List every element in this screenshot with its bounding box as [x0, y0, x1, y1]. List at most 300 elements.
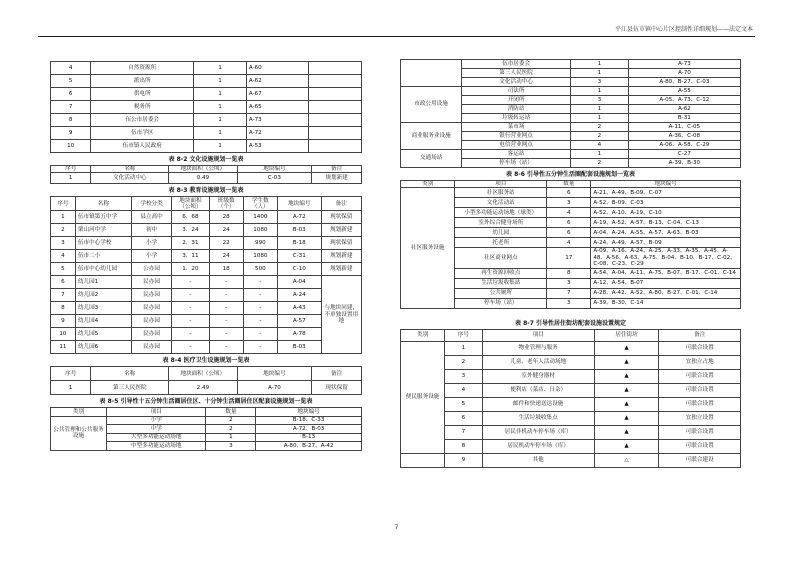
table-cell: 3: [547, 278, 591, 288]
table-cell: A-24、A-49、A-57、B-09: [591, 238, 741, 248]
table-cell: A-55: [628, 87, 740, 96]
table-row: [51, 88, 362, 101]
table-cell: -: [243, 328, 277, 341]
table-cell: 幼儿园2: [75, 289, 131, 302]
table-cell: 3: [445, 369, 482, 383]
table-cell: 银行营业网点: [462, 132, 571, 141]
table-cell: 1: [570, 114, 628, 123]
column-header: 地块面积（公顷）: [169, 166, 237, 173]
table-cell: 2．31: [172, 237, 209, 250]
table-cell: A-05、A-73、C-12: [628, 96, 740, 105]
table-cell: -: [172, 289, 209, 302]
table-cell: 1: [445, 341, 482, 355]
table-cell: 生活垃圾收集站: [455, 278, 547, 288]
column-header: 类别: [51, 408, 107, 417]
table-cell: 幼儿园3: [75, 302, 131, 315]
table-cell: 5: [51, 263, 76, 276]
table-cell: 1: [206, 433, 256, 442]
table-cell: 6: [445, 411, 482, 425]
table-cell: 伍市中心学校: [75, 237, 131, 250]
table-cell: 3．11: [172, 250, 209, 263]
table-row: [401, 355, 741, 369]
table-cell: 停车场（站）: [455, 298, 547, 308]
column-header: 序号: [51, 367, 91, 381]
table-row: [51, 276, 362, 289]
table-cell: 儿童、老年人活动场地: [482, 355, 594, 369]
header-row: [51, 408, 362, 417]
category-cell: 市政公用设施: [401, 87, 462, 123]
table-cell: 1: [51, 211, 76, 224]
table-cell: 6: [547, 188, 591, 198]
table-cell: 可联合设置: [659, 397, 741, 411]
table-cell: 幼儿园5: [75, 328, 131, 341]
table-cell: -: [209, 302, 243, 315]
table-cell: A-36、C-08: [628, 132, 740, 141]
table-cell: 17: [547, 248, 591, 268]
table-row: [401, 397, 741, 411]
table-cell: 1080: [243, 250, 277, 263]
table-cell: 1: [570, 150, 628, 159]
table-row: [401, 123, 741, 132]
column-header: 类别: [401, 329, 445, 341]
table-cell: 现状保留: [321, 211, 361, 224]
table-row: [51, 62, 362, 75]
table-cell: [401, 453, 445, 467]
column-header: 项目: [106, 408, 206, 417]
table-cell: -: [243, 341, 277, 354]
table-row: [401, 425, 741, 439]
column-header: 名称: [91, 367, 169, 381]
table-cell: A-28、A-42、A-52、A-80、B-27、C-01、C-14: [591, 288, 741, 298]
table-cell: A-62: [628, 105, 740, 114]
setting-mark: ▲: [594, 425, 659, 439]
category-cell: 交通场站: [401, 150, 462, 168]
table-cell: 24: [209, 224, 243, 237]
table-cell: A-80、B-27、C-03: [628, 78, 740, 87]
table-cell: [309, 101, 362, 114]
table-cell: 7: [547, 288, 591, 298]
table-cell: 24: [209, 250, 243, 263]
table-cell: 现状保留: [321, 237, 361, 250]
table-cell: 8: [51, 302, 76, 315]
table-cell: 1: [194, 140, 247, 153]
table-row: [401, 369, 741, 383]
table-cell: A-39、B-30、C-14: [591, 298, 741, 308]
table-cell: 1: [194, 114, 247, 127]
setting-mark: ▲: [594, 341, 659, 355]
setting-mark: ▲: [594, 383, 659, 397]
page-number: 7: [394, 524, 399, 531]
table-8-4: [50, 366, 362, 395]
table-cell: 小学: [131, 237, 171, 250]
table-cell: 再生资源回收点: [455, 268, 547, 278]
table-cell: 客运站: [462, 150, 571, 159]
table-cell: 2: [206, 416, 256, 425]
table-cell: 9: [445, 453, 482, 467]
table-row: [51, 237, 362, 250]
table-cell: A-39、B-30: [628, 159, 740, 168]
table-row: [51, 416, 362, 425]
table-cell: 其他: [482, 453, 594, 467]
table-cell: 伍市镇第五中学: [75, 211, 131, 224]
table-cell: 大型多功能运动场地: [106, 433, 206, 442]
header-row: [51, 166, 362, 173]
table-cell: 28: [209, 211, 243, 224]
table-cell: A-57: [277, 315, 321, 328]
table-8-5: [50, 407, 362, 451]
table-cell: 可联合设置: [659, 439, 741, 453]
table-cell: A-65: [246, 101, 308, 114]
table-cell: 第三人民医院: [91, 381, 169, 395]
table-cell: 4: [445, 383, 482, 397]
table-cell: 4: [570, 141, 628, 150]
table-cell: -: [172, 302, 209, 315]
table-cell: A-04、A-24、A-55、A-57、A-63、B-03: [591, 228, 741, 238]
table-cell: A-11、C-05: [628, 123, 740, 132]
table-row: [51, 250, 362, 263]
setting-mark: ▲: [594, 369, 659, 383]
table-cell: 7: [51, 101, 91, 114]
table-row: [51, 140, 362, 153]
table-cell: 2: [570, 159, 628, 168]
category-cell: 社区服务设施: [401, 188, 455, 308]
table-cell: B-18、C-33: [256, 416, 362, 425]
table-cell: A-72: [277, 211, 321, 224]
table-cell: 2: [445, 355, 482, 369]
table-cell: 县立高中: [131, 211, 171, 224]
table-cell: 4: [51, 250, 76, 263]
table-8-6-title: 表 8-6 引导性五分钟生活圈配套设施规划一览表: [505, 171, 636, 178]
table-cell: A-72: [246, 127, 308, 140]
table-cell: 规划新建: [312, 173, 362, 184]
table-cell: 1400: [243, 211, 277, 224]
table-cell: -: [209, 289, 243, 302]
table-cell: 司法所: [462, 87, 571, 96]
table-cell: -: [243, 315, 277, 328]
column-header: 地块编号: [256, 408, 362, 417]
table-cell: 3: [51, 237, 76, 250]
table-cell: 18: [209, 263, 243, 276]
table-cell: 公共厕所: [455, 288, 547, 298]
column-header: 类别: [401, 181, 455, 188]
column-header: 居住街坊: [594, 329, 659, 341]
table-row: [401, 150, 741, 159]
table-cell: A-73: [628, 60, 740, 69]
table-cell: [309, 88, 362, 101]
table-cell: 伍市镇人民政府: [91, 140, 194, 153]
table-cell: 4: [547, 238, 591, 248]
column-header: 班级数（个）: [209, 197, 243, 211]
setting-mark: ▲: [594, 355, 659, 369]
table-cell: 民办园: [131, 276, 171, 289]
table-cell: C-10: [277, 263, 321, 276]
table-cell: 自然资源所: [91, 62, 194, 75]
table-cell: 1: [194, 127, 247, 140]
setting-mark: △: [594, 453, 659, 467]
header-row: [51, 197, 362, 211]
column-header: 地块面积（公顷）: [169, 367, 237, 381]
table-8-5-continued: [400, 59, 741, 168]
table-cell: 规划新建: [321, 250, 361, 263]
table-cell: A-78: [277, 328, 321, 341]
table-cell: -: [172, 328, 209, 341]
table-cell: A-53: [246, 140, 308, 153]
table-cell: 3: [547, 198, 591, 208]
table-cell: A-70: [628, 69, 740, 78]
table-cell: -: [243, 276, 277, 289]
table-cell: -: [209, 315, 243, 328]
document-header: 平江县伍市镇中心片区控制性详细规划——法定文本: [614, 26, 753, 33]
table-row: [51, 127, 362, 140]
table-row: [401, 341, 741, 355]
table-8-3-title: 表 8-3 教育设施规划一览表: [168, 187, 244, 195]
table-cell: 派出所: [91, 75, 194, 88]
table-cell: 公办园: [131, 263, 171, 276]
table-cell: 托老所: [455, 238, 547, 248]
table-cell: 8: [445, 439, 482, 453]
table-cell: [309, 114, 362, 127]
table-cell: 可联合设置: [659, 369, 741, 383]
table-row: [51, 341, 362, 354]
table-8-4-title: 表 8-4 医疗卫生设施规划一览表: [162, 357, 250, 365]
category-cell: 便民服务设施: [401, 341, 445, 453]
table-cell: 1: [51, 173, 91, 184]
category-cell: 公共管理和公共服务设施: [51, 416, 107, 450]
table-cell: 民办园: [131, 315, 171, 328]
table-cell: [309, 140, 362, 153]
column-header: 地块编号: [237, 166, 312, 173]
table-cell: 1: [570, 60, 628, 69]
table-cell: 室外综合健身场所: [455, 218, 547, 228]
table-cell: A-43: [277, 302, 321, 315]
table-cell: 3: [570, 78, 628, 87]
table-8-7-title: 表 8-7 引导性居住街坊配套设施设置规定: [514, 319, 627, 327]
column-header: 名称: [75, 197, 131, 211]
table-row: [51, 328, 362, 341]
table-8-2-title: 表 8-2 文化设施规划一览表: [168, 156, 244, 163]
table-cell: 1: [194, 62, 247, 75]
table-cell: 规划新建: [321, 263, 361, 276]
table-8-6: [400, 180, 741, 309]
table-cell: 伍市学区: [91, 127, 194, 140]
table-cell: 1: [570, 69, 628, 78]
table-cell: 便利店（菜店、日杂）: [482, 383, 594, 397]
setting-mark: ▲: [594, 439, 659, 453]
table-cell: 6: [51, 88, 91, 101]
column-header: 数量: [206, 408, 256, 417]
table-cell: A-12、A-54、B-07: [591, 278, 741, 288]
table-row: [51, 263, 362, 276]
column-header: 项目: [455, 181, 547, 188]
table-cell: 文化活动站: [455, 198, 547, 208]
table-cell: 幼儿园1: [75, 276, 131, 289]
table-row: [51, 315, 362, 328]
table-cell: C-27: [628, 150, 740, 159]
table-8-7: [400, 329, 741, 468]
table-cell: 民办园: [131, 328, 171, 341]
category-cell: 商业服务业设施: [401, 123, 462, 150]
table-cell: A-52、B-09、C-03: [591, 198, 741, 208]
table-cell: 居民非机动车停车场（库）: [482, 425, 594, 439]
table-cell: 消防站: [462, 105, 571, 114]
table-cell: 宜独立占地: [659, 355, 741, 369]
table-cell: -: [172, 315, 209, 328]
table-cell: 500: [243, 263, 277, 276]
table-cell: -: [209, 341, 243, 354]
table-cell: 1．20: [172, 263, 209, 276]
table-cell: 8: [51, 114, 91, 127]
table-cell: A-54、A-04、A-11、A-75、B-07、B-17、C-01、C-14: [591, 268, 741, 278]
header-rule: [38, 36, 755, 37]
table-cell: 1: [194, 88, 247, 101]
column-header: 地块编号: [237, 367, 312, 381]
table-cell: A-19、A-52、A-57、B-13、C-04、C-13: [591, 218, 741, 228]
column-header: 备注: [312, 166, 362, 173]
setting-mark: ▲: [594, 411, 659, 425]
table-row: [51, 173, 362, 184]
column-header: 地块编号: [277, 197, 321, 211]
table-row: [51, 302, 362, 315]
table-cell: 1: [194, 75, 247, 88]
table-cell: 10: [51, 328, 76, 341]
table-cell: 居民机动车停车场（库）: [482, 439, 594, 453]
table-cell: 7: [445, 425, 482, 439]
table-row: [401, 453, 741, 467]
table-cell: 可联合设置: [659, 383, 741, 397]
table-row: [51, 75, 362, 88]
table-cell: 0.49: [169, 173, 237, 184]
column-header: 备注: [312, 367, 362, 381]
table-cell: [309, 75, 362, 88]
table-cell: 菜市场: [462, 123, 571, 132]
table-cell: 现状保留: [312, 381, 362, 395]
column-header: 序号: [51, 166, 91, 173]
table-cell: 3: [547, 298, 591, 308]
table-cell: B-03: [277, 341, 321, 354]
table-cell: 垃圾转运站: [462, 114, 571, 123]
table-row: [51, 101, 362, 114]
table-cell: B-03: [277, 224, 321, 237]
table-row: [401, 383, 741, 397]
table-cell: 6: [51, 276, 76, 289]
column-header: 序号: [445, 329, 482, 341]
table-cell: A-80、B-27、A-42: [256, 442, 362, 451]
table-cell: 文化活动中心: [462, 78, 571, 87]
table-8-3: [50, 196, 362, 354]
table-cell: 6: [547, 228, 591, 238]
table-cell: 1: [570, 87, 628, 96]
table-cell: 8: [547, 268, 591, 278]
header-row: [401, 181, 741, 188]
table-cell: 1: [570, 105, 628, 114]
table-cell: 4: [547, 208, 591, 218]
table-cell: A-72、B-03: [256, 425, 362, 434]
table-cell: 4: [51, 62, 91, 75]
table-8-1-continued: [50, 61, 362, 153]
merged-note-cell: 与地块同建，不单独设置用地: [321, 276, 361, 354]
table-cell: B-31: [628, 114, 740, 123]
table-cell: A-21、A-49、B-09、C-07: [591, 188, 741, 198]
table-row: [51, 289, 362, 302]
table-cell: 社区服务站: [455, 188, 547, 198]
table-cell: 3: [570, 96, 628, 105]
table-cell: 规划新建: [321, 224, 361, 237]
table-cell: A-04: [277, 276, 321, 289]
table-cell: A-24: [277, 289, 321, 302]
table-cell: A-62: [246, 75, 308, 88]
table-cell: 幼儿园6: [75, 341, 131, 354]
table-cell: 小型多功能运动场地（球类）: [455, 208, 547, 218]
header-row: [401, 329, 741, 341]
table-cell: 邮件和快递送达设施: [482, 397, 594, 411]
table-cell: 民办园: [131, 289, 171, 302]
table-cell: 幼儿园4: [75, 315, 131, 328]
table-cell: 2: [51, 224, 76, 237]
table-cell: 小学: [131, 250, 171, 263]
table-row: [401, 87, 741, 96]
table-cell: 10: [51, 140, 91, 153]
column-header: 学校分类: [131, 197, 171, 211]
table-cell: A-70: [237, 381, 312, 395]
table-row: [51, 211, 362, 224]
table-cell: 停车场（站）: [462, 159, 571, 168]
table-row: [51, 381, 362, 395]
table-cell: 初中: [131, 224, 171, 237]
table-cell: 税务所: [91, 101, 194, 114]
table-cell: -: [172, 341, 209, 354]
table-cell: 1: [194, 101, 247, 114]
table-cell: 990: [243, 237, 277, 250]
table-cell: 宜独立设置: [659, 411, 741, 425]
table-cell: 小学: [106, 416, 206, 425]
column-header: 备注: [321, 197, 361, 211]
table-cell: 22: [209, 237, 243, 250]
table-cell: B-13: [256, 433, 362, 442]
table-row: [401, 188, 741, 198]
table-cell: 民办园: [131, 341, 171, 354]
table-row: [401, 439, 741, 453]
table-cell: 物业管理与服务: [482, 341, 594, 355]
table-cell: 中学: [106, 425, 206, 434]
table-cell: 生活垃圾收集点: [482, 411, 594, 425]
table-cell: 9: [51, 127, 91, 140]
table-cell: 3: [206, 442, 256, 451]
table-cell: A-52、A-10、A-19、C-10: [591, 208, 741, 218]
table-cell: A-67: [246, 88, 308, 101]
table-cell: -: [209, 276, 243, 289]
table-8-5-title: 表 8-5 引导性十五分钟生活圈居住区、十分钟生活圈居住区配套设施规划一览表: [99, 398, 313, 406]
table-cell: 9: [51, 315, 76, 328]
table-cell: A-60: [246, 62, 308, 75]
table-cell: C-31: [277, 250, 321, 263]
table-cell: 社区商业网点: [455, 248, 547, 268]
table-cell: 2.49: [169, 381, 237, 395]
column-header: 地块编号: [591, 181, 741, 188]
table-cell: 6．68: [172, 211, 209, 224]
table-cell: A-09、A-16、A-24、A-25、A-33、A-35、A-45、A-48、A-56、A-63、A-75、B-04、B-10、B-17、C-02、C-08、C-23、C-29: [591, 248, 741, 268]
column-header: 项目: [482, 329, 594, 341]
table-cell: B-18: [277, 237, 321, 250]
table-cell: 2: [570, 132, 628, 141]
column-header: 地块面积（公顷）: [172, 197, 209, 211]
table-cell: [309, 62, 362, 75]
table-row: [401, 411, 741, 425]
table-cell: 可联合设置: [659, 341, 741, 355]
table-row: [51, 114, 362, 127]
column-header: 名称: [91, 166, 169, 173]
table-row: [401, 60, 741, 69]
table-cell: 可联合建设: [659, 453, 741, 467]
